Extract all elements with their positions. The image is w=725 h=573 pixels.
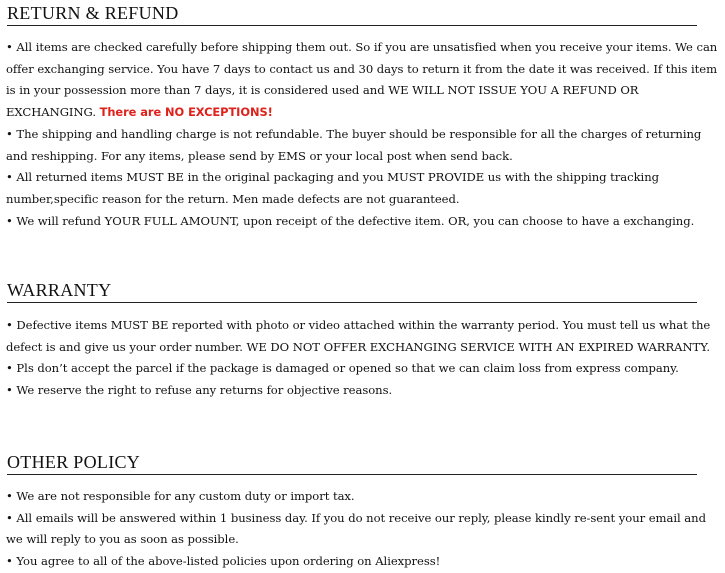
return-refund-item-2: • The shipping and handling charge is not refundable. The buyer should be responsible for all the charges of returning and reshipping. For any items, please send by EMS or your local post when send back. <box>6 126 702 163</box>
return-refund-heading: RETURN & REFUND <box>7 3 697 26</box>
other-policy-item-1: • We are not responsible for any custom duty or import tax. <box>6 489 355 503</box>
warranty-body <box>6 315 722 402</box>
return-refund-item-4: • We will refund YOUR FULL AMOUNT, upon receipt of the defective item. OR, you can choose to have a exchanging. <box>6 213 695 228</box>
return-refund-item-1-text: • All items are checked carefully before shipping them out. So if you are unsatisfied when you receive your items. We can offer exchanging service. You have 7 days to contact us and 30 days to return it from the date it was received. If this item is in your possession more than 7 days, it is considered used and WE WILL NOT ISSUE YOU A REFUND OR EXCHANGING. <box>6 40 718 120</box>
return-refund-item-3: • All returned items MUST BE in the original packaging and you MUST PROVIDE us with the shipping tracking number,specific reason for the return. Men made defects are not guaranteed. <box>6 170 660 206</box>
warranty-item-2: • Pls don’t accept the parcel if the package is damaged or opened so that we can claim loss from express company. <box>6 361 679 376</box>
no-exceptions-notice: There are NO EXCEPTIONS! <box>99 105 273 120</box>
other-policy-body <box>6 486 722 573</box>
warranty-heading: WARRANTY <box>7 280 697 303</box>
return-refund-item-1 <box>6 37 722 124</box>
warranty-item-3: • We reserve the right to refuse any returns for objective reasons. <box>6 383 393 398</box>
other-policy-item-3: • You agree to all of the above-listed policies upon ordering on Aliexpress! <box>6 554 441 569</box>
other-policy-item-2: • All emails will be answered within 1 business day. If you do not receive our reply, please kindly re-sent your email and we will reply to you as soon as possible. <box>6 510 706 547</box>
other-policy-heading: OTHER POLICY <box>7 452 697 475</box>
return-refund-body <box>6 37 722 232</box>
warranty-item-1: • Defective items MUST BE reported with photo or video attached within the warranty period. You must tell us what the defect is and give us your order number. WE DO NOT OFFER EXCHANGING SERVICE WITH AN EXPIRED WARRANTY. <box>6 318 711 354</box>
